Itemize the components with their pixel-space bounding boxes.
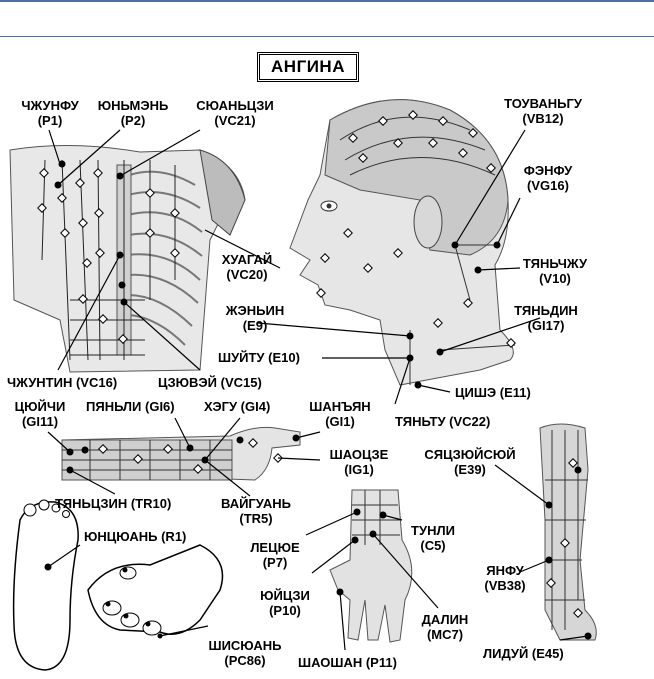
label-mc7 [410, 612, 480, 642]
sole-figure [14, 500, 79, 670]
label-vc15: ЦЗЮВЭЙ (VC15) [158, 375, 262, 390]
label-e39 [410, 447, 530, 477]
fingers-figure [88, 545, 223, 639]
label-gi1 [295, 399, 385, 429]
head-figure [290, 100, 515, 389]
label-p1 [10, 98, 90, 128]
label-vc20-code: (VC20) [226, 267, 268, 282]
label-gi11-name: ЦЮЙЧИ [14, 399, 66, 414]
label-ig1 [314, 447, 404, 477]
label-p10-code: (P10) [269, 603, 301, 618]
label-vc21-code: (VC21) [214, 113, 256, 128]
label-p1-code: (P1) [37, 113, 63, 128]
label-r1: ЮНЦЮАНЬ (R1) [84, 529, 187, 544]
label-p7 [240, 540, 310, 570]
label-tr5-name: ВАЙГУАНЬ [220, 496, 292, 511]
label-e39-code: (E39) [454, 462, 486, 477]
label-vb12 [488, 96, 598, 126]
label-vb38-code: (VB38) [484, 578, 526, 593]
label-p2-name: ЮНЬМЭНЬ [97, 98, 169, 113]
label-v10 [505, 256, 605, 286]
label-p7-name: ЛЕЦЮЕ [250, 540, 300, 555]
label-mc7-code: (MC7) [426, 627, 464, 642]
label-gi17-name: ТЯНЬДИН [514, 303, 578, 318]
label-gi6: ПЯНЬЛИ (GI6) [86, 399, 175, 414]
label-vg16-name: ФЭНФУ [523, 163, 573, 178]
label-pc86 [195, 638, 295, 668]
label-vb38 [470, 563, 540, 593]
label-vb12-code: (VB12) [522, 111, 564, 126]
label-e9 [215, 303, 295, 333]
label-mc7-name: ДАЛИН [421, 612, 469, 627]
label-gi17 [496, 303, 596, 333]
label-ig1-name: ШАОЦЗЕ [329, 447, 389, 462]
page-title: АНГИНА [257, 52, 359, 82]
label-v10-code: (V10) [539, 271, 571, 286]
label-c5-code: (C5) [420, 538, 446, 553]
label-gi11-code: (GI11) [21, 414, 59, 429]
label-p1-name: ЧЖУНФУ [21, 98, 79, 113]
label-vc22: ТЯНЬТУ (VC22) [395, 414, 491, 429]
forearm-figure [62, 427, 300, 480]
label-vc20-name: ХУАГАЙ [221, 252, 273, 267]
label-vb12-name: ТОУВАНЬГУ [504, 96, 582, 111]
label-v10-name: ТЯНЬЧЖУ [522, 256, 588, 271]
label-vb38-name: ЯНФУ [486, 563, 524, 578]
label-vg16-code: (VG16) [527, 178, 569, 193]
label-vc21 [185, 98, 285, 128]
label-vg16 [508, 163, 588, 193]
label-tr5-code: (TR5) [239, 511, 273, 526]
label-gi1-name: ШАНЪЯН [309, 399, 371, 414]
label-e39-name: СЯЦЗЮЙСЮЙ [424, 447, 516, 462]
label-p2 [88, 98, 178, 128]
label-e10: ШУЙТУ (E10) [218, 350, 300, 365]
label-gi11 [5, 399, 75, 429]
label-gi4: ХЭГУ (GI4) [204, 399, 271, 414]
label-pc86-code: (PC86) [224, 653, 266, 668]
label-gi17-code: (GI17) [527, 318, 565, 333]
label-e45: ЛИДУЙ (E45) [483, 646, 564, 661]
label-vc16: ЧЖУНТИН (VC16) [7, 375, 118, 390]
label-e11: ЦИШЭ (E11) [455, 385, 531, 400]
label-c5 [398, 523, 468, 553]
label-p11: ШАОШАН (P11) [298, 655, 397, 670]
label-vc20 [205, 252, 289, 282]
label-c5-name: ТУНЛИ [411, 523, 455, 538]
label-ig1-code: (IG1) [344, 462, 374, 477]
label-p2-code: (P2) [120, 113, 146, 128]
label-pc86-name: ШИСЮАНЬ [208, 638, 282, 653]
label-tr5 [210, 496, 302, 526]
label-e9-code: (E9) [242, 318, 268, 333]
leg-figure [540, 424, 596, 640]
label-p7-code: (P7) [262, 555, 288, 570]
label-p10-name: ЮЙЦЗИ [260, 588, 310, 603]
label-vc21-name: СЮАНЬЦЗИ [196, 98, 274, 113]
label-tr10: ТЯНЬЦЗИН (TR10) [55, 496, 172, 511]
label-e9-name: ЖЭНЬИН [225, 303, 285, 318]
label-gi1-code: (GI1) [325, 414, 355, 429]
label-p10 [250, 588, 320, 618]
